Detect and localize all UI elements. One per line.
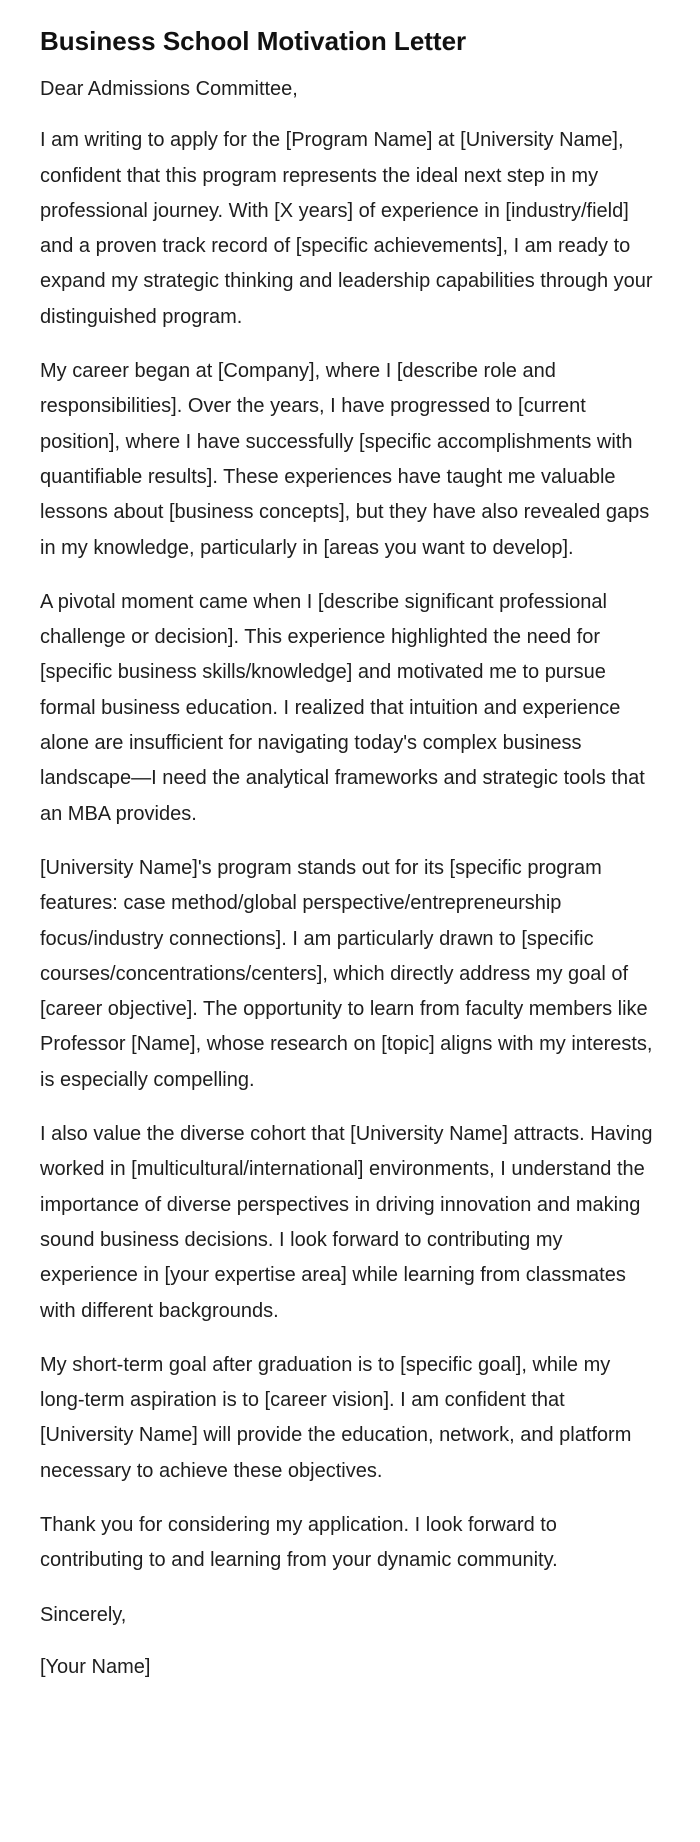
paragraph-6: My short-term goal after graduation is to [specific goal], while my long-term aspiration is to [career vision]. I am confident that [University Name] will provide the education, network, and platform necessary to achieve these objectives. xyxy=(40,1353,632,1482)
letter-greeting: Dear Admissions Committee, xyxy=(40,78,298,100)
paragraph-4: [University Name]'s program stands out for its [specific program features: case method/global perspective/entrepreneurship focus/industry connections]. I am particularly drawn to [specific courses/concentrations/centers], which directly address my goal of [career objective]. The opportunity to learn from faculty members like Professor [Name], whose research on [topic] aligns with my interests, is especially compelling. xyxy=(40,856,653,1091)
letter-closing: Sincerely, xyxy=(40,1603,127,1626)
paragraph-2: My career began at [Company], where I [describe role and responsibilities]. Over the years, I have progressed to [current position], where I have successfully [specific accomplishments with quantifiable results]. These experiences have taught me valuable lessons about [business concepts], but they have also revealed gaps in my knowledge, particularly in [areas you want to develop]. xyxy=(40,360,650,559)
paragraph-3: A pivotal moment came when I [describe significant professional challenge or decision]. This experience highlighted the need for [specific business skills/knowledge] and motivated me to pursue formal business education. I realized that intuition and experience alone are insufficient for navigating today's complex business landscape—I need the analytical frameworks and strategic tools that an MBA provides. xyxy=(40,590,645,825)
paragraph-1: I am writing to apply for the [Program Name] at [University Name], confident that this program represents the ideal next step in my professional journey. With [X years] of experience in [industry/field] and a proven track record of [specific achievements], I am ready to expand my strategic thinking and leadership capabilities through your distinguished program. xyxy=(40,129,653,328)
letter-title: Business School Motivation Letter xyxy=(40,26,467,56)
letter-signature: [Your Name] xyxy=(40,1655,151,1678)
paragraph-5: I also value the diverse cohort that [University Name] attracts. Having worked in [multicultural/international] environments, I understand the importance of diverse perspectives in driving innovation and making sound business decisions. I look forward to contributing my experience in [your expertise area] while learning from classmates with different backgrounds. xyxy=(40,1123,653,1322)
paragraph-7: Thank you for considering my application. I look forward to contributing to and learning from your dynamic community. xyxy=(40,1513,558,1572)
